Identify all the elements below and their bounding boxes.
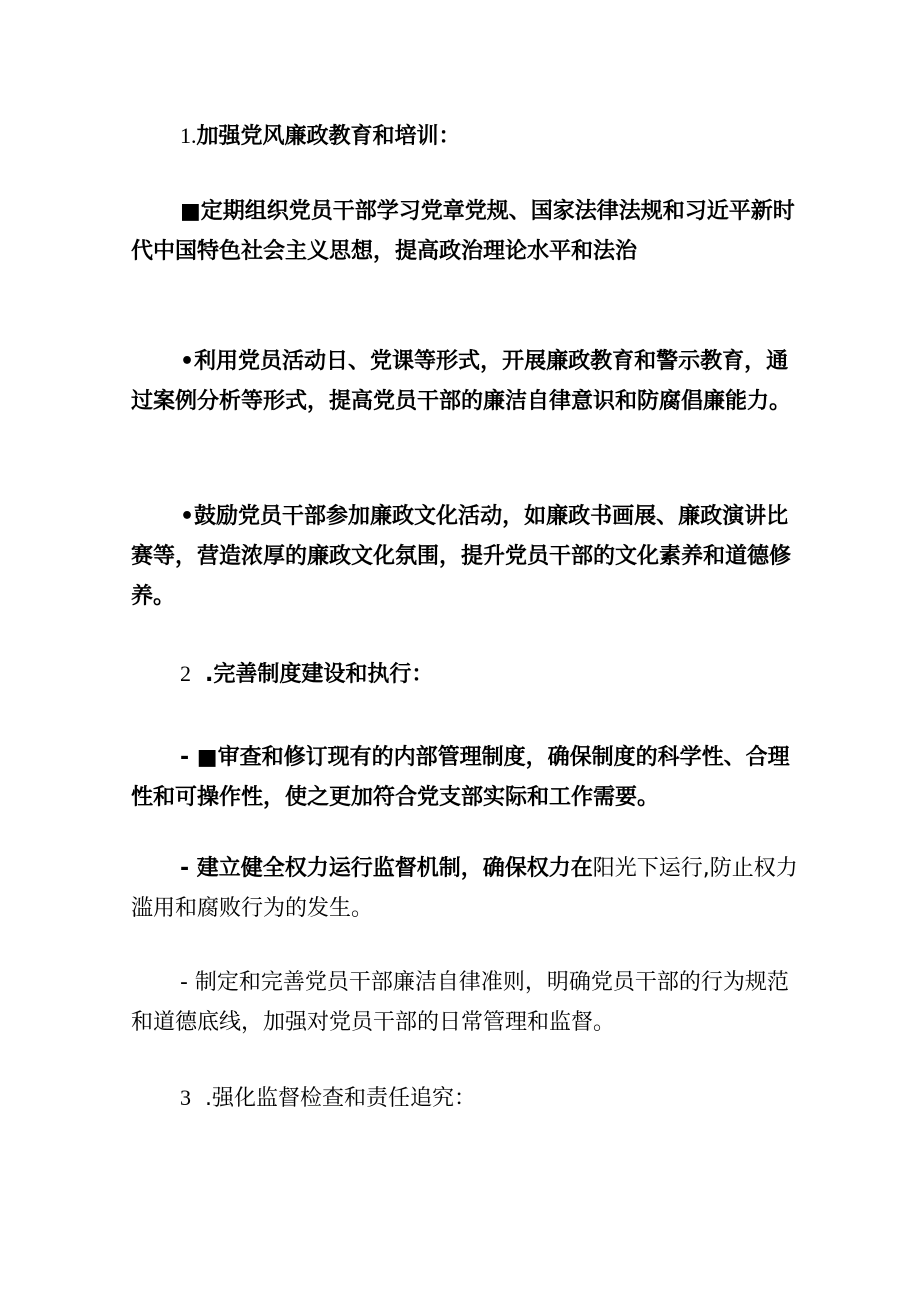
- heading-3-text: .强化监督检查和责任追究：: [205, 1086, 476, 1111]
- heading-3: [131, 1078, 803, 1119]
- paragraph-party-activity-education: •利用党员活动日、党课等形式，开展廉政教育和警示教育，通过案例分析等形式，提高党员干部的廉洁自律意识和防腐倡廉能力。: [131, 349, 792, 414]
- paragraph-power-supervision-normal: 阳光下运行,防止权力滥用和腐败行为的发生。: [131, 856, 798, 921]
- paragraph-study-regulations: ■定期组织党员干部学习党章党规、国家法律法规和习近平新时代中国特色社会主义思想，提高政治理论水平和法治: [131, 199, 795, 264]
- paragraph-integrity-culture: •鼓励党员干部参加廉政文化活动，如廉政书画展、廉政演讲比赛等，营造浓厚的廉政文化氛围，提升党员干部的文化素养和道德修养。: [131, 504, 792, 609]
- heading-1: [131, 116, 803, 157]
- paragraph-review-system: - ■审查和修订现有的内部管理制度，确保制度的科学性、合理性和可操作性，使之更加符合党支部实际和工作需要。: [131, 745, 790, 810]
- heading-1-text: 加强党风廉政教育和培训：: [196, 124, 461, 149]
- heading-3-number: 3: [180, 1085, 191, 1110]
- paragraph-power-supervision: [131, 849, 803, 929]
- heading-2: [131, 654, 803, 695]
- heading-2-text: .完善制度建设和执行：: [205, 662, 434, 687]
- paragraph-power-supervision-bold: - 建立健全权力运行监督机制，确保权力在: [180, 856, 593, 881]
- paragraph-self-discipline-rules: - 制定和完善党员干部廉洁自律准则，明确党员干部的行为规范和道德底线，加强对党员干部的日常管理和监督。: [131, 970, 789, 1035]
- heading-2-number: 2: [180, 661, 191, 686]
- heading-1-number: 1.: [180, 123, 197, 148]
